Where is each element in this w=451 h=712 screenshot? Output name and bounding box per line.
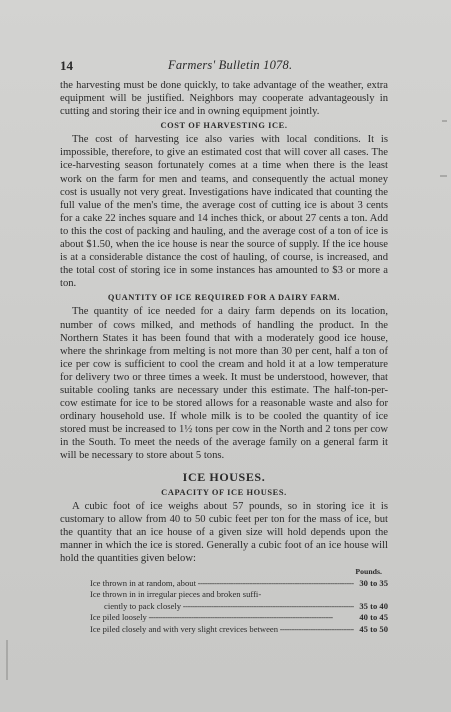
intro-paragraph: the harvesting must be done quickly, to take advantage of the weather, extra equipment will be justified. Neighbors may cooperate advantageously in cutting and storing their ice and in owning equipment jointly. <box>60 80 388 118</box>
table-unit-header: Pounds. <box>355 567 382 576</box>
table-row-label: Ice thrown in at random, about ----- <box>90 578 354 590</box>
table-row <box>60 589 388 601</box>
table-row <box>60 612 388 624</box>
cost-paragraph: The cost of harvesting ice also varies with local conditions. It is impossible, therefore, to give an estimated cost that will cover all cases. The ice-harvesting season fortunately comes at a time when there is the least work on the farm for men and teams, and consequently the actual money cost is usually not very great. Investigations have indicated that counting the full value of the men's time, the average cost of cutting ice is about 3 cents for a cake 22 inches square and 14 inches thick, or about 27 cents a ton. Add to this the cost of packing and hauling, and the average cost of a ton of ice is about $1.50, when the ice house is near the source of supply. If the ice house is at a considerable distance the cost of hauling, of course, is increased, and the total cost of storing ice in some instances has amounted to $3 or more a ton. <box>60 134 388 290</box>
ice-houses-heading: ICE HOUSES. <box>182 469 266 484</box>
quantity-heading: QUANTITY OF ICE REQUIRED FOR A DAIRY FARM. <box>107 293 341 303</box>
table-row-continuation <box>60 601 388 613</box>
table-row-label: Ice piled loosely ----- <box>90 612 354 624</box>
margin-mark <box>442 120 447 122</box>
table-row-value: 30 to 35 <box>359 577 388 588</box>
table-row-label: Ice piled closely and with very slight crevices between ----- <box>90 624 354 636</box>
page-number: 14 <box>60 58 73 73</box>
table-row <box>60 624 388 636</box>
cost-heading: COST OF HARVESTING ICE. <box>160 121 288 131</box>
table-row-value: 45 to 50 <box>359 623 388 634</box>
capacity-table <box>60 566 388 635</box>
table-row-value: 35 to 40 <box>359 600 388 611</box>
page-body <box>60 79 388 635</box>
quantity-paragraph: The quantity of ice needed for a dairy farm depends on its location, number of cows milked, and methods of handling the product. In the Northern States it has been found that with a moderately good ice house, where the shrinkage from melting is not more than 30 per cent, half a ton of ice per cow is sufficient to cool the cream and hold it at a low temperature for delivery two or three times a week. It must be understood, however, that suitable cooling tanks are necessary under this estimate. The half-ton-per-cow estimate for ice to be stored allows for a reasonable waste and also for ordinary household use. If whole milk is to be cooled the quantity of ice stored must be increased to 1½ tons per cow in the North and 2 tons per cow in the South. To meet the needs of the average family on a general farm it will be necessary to store about 5 tons. <box>60 306 388 462</box>
running-title: Farmers' Bulletin 1078. <box>168 58 293 72</box>
margin-mark <box>6 640 8 680</box>
table-row-value: 40 to 45 <box>359 612 388 622</box>
capacity-paragraph: A cubic foot of ice weighs about 57 pounds, so in storing ice it is customary to allow from 40 to 50 cubic feet per ton for the mass of ice, but the quantity that an ice house of a given size will hold depends upon the manner in which the ice is stored. Generally a cubic foot of an ice house will hold the quantities given below: <box>60 500 388 564</box>
table-row-label: ciently to pack closely ----- <box>104 601 354 613</box>
table-row <box>60 578 388 590</box>
capacity-heading: CAPACITY OF ICE HOUSES. <box>161 487 287 497</box>
table-row-label: Ice thrown in in irregular pieces and broken suffi- <box>90 589 262 599</box>
margin-mark <box>440 175 447 177</box>
page-header <box>60 58 390 74</box>
